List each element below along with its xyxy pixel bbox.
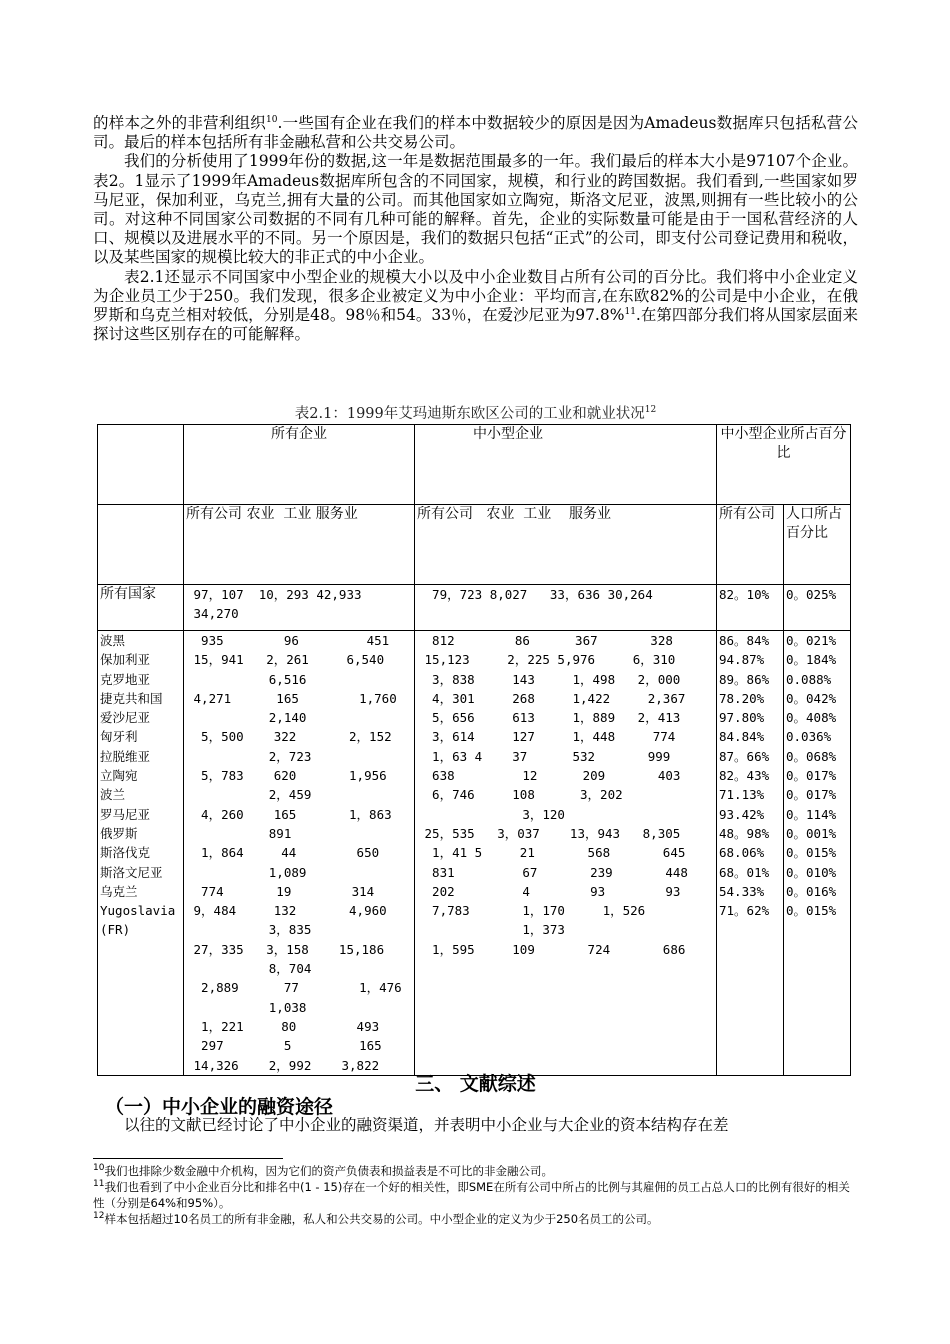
footnote-12 bbox=[93, 1211, 858, 1227]
paragraph-2: 我们的分析使用了1999年份的数据,这一年是数据范围最多的一年。我们最后的样本大小是97107个企业。表2。1显示了1999年Amadeus数据库所包含的不同国家，规模，和行业的跨国数据。我们看到,一些国家如罗马尼亚，保加利亚，乌克兰,拥有大量的公司。而其他国家如立陶宛，斯洛文尼亚，波黑,则拥有一些比较小的公司。对这种不同国家公司数据的不同有几种可能的解释。首先，企业的实际数量可能是由于一国私营经济的人口、规模以及进展水平的不同。另一个原因是，我们的数据只包括“正式”的公司，即支付公司登记费用和税收，以及某些国家的规模比较大的非正式的中小企业。 bbox=[93, 152, 858, 267]
footnote-ref-10[interactable]: 10 bbox=[266, 114, 278, 125]
total-label: 所有国家 bbox=[98, 585, 184, 631]
footnote-ref-11[interactable]: 11 bbox=[624, 306, 636, 317]
table-row-total bbox=[98, 585, 851, 631]
subheader-pct-pop: 人口所占百分比 bbox=[784, 505, 851, 585]
subsection-heading: （一）中小企业的融资途径 bbox=[105, 1096, 334, 1118]
paragraph-1-text-rest: .一些国有企业在我们的样本中数据较少的原因是因为Amadeus数据库只包括私营公司。最后的样本包括所有非金融私营和公共交易公司。 bbox=[93, 114, 859, 152]
paragraph-1-text: 的样本之外的非营利组织 bbox=[93, 114, 266, 132]
paragraph-3 bbox=[93, 268, 858, 345]
country-pct-all: 86。84% 94.87% 89。86% 78.20% 97.80% 84.84% 87。66% 82。43% 71.13% 93.42% 48。98% 68.06% 68。01% 54.33% 71。62% bbox=[717, 631, 784, 1076]
footnote-11 bbox=[93, 1179, 858, 1211]
footnote-10-marker: 10 bbox=[93, 1163, 105, 1174]
total-pct-all: 82。10% bbox=[717, 585, 784, 631]
footnote-ref-12[interactable]: 12 bbox=[644, 405, 657, 416]
country-names: 波黑 保加利亚 克罗地亚 捷克共和国 爱沙尼亚 匈牙利 拉脱维亚 立陶宛 波兰 罗马尼亚 俄罗斯 斯洛伐克 斯洛文尼亚 乌克兰 Yugoslavia (FR) bbox=[98, 631, 184, 1076]
subheader-all-firms: 所有公司 农业 工业 服务业 bbox=[184, 505, 415, 585]
footnote-12-marker: 12 bbox=[93, 1211, 105, 1222]
country-pct-pop: 0。021% 0。184% 0.088% 0。042% 0。408% 0.036% 0。068% 0。017% 0。017% 0。114% 0。001% 0。015% 0。010% 0。016% 0。015% bbox=[784, 631, 851, 1076]
header-sme-percent: 中小型企业所占百分比 bbox=[717, 425, 851, 505]
total-pct-pop: 0。025% bbox=[784, 585, 851, 631]
footnotes bbox=[93, 1163, 858, 1227]
section-heading: 三、 文献综述 bbox=[415, 1073, 536, 1095]
table-header-row bbox=[98, 425, 851, 505]
footnote-11-text: 我们也看到了中小企业百分比和排名中(1 - 15)存在一个好的相关性，即SME在所有公司中所占的比例与其雇佣的员工占总人口的比例有很好的相关性（分别是64%和95%）。 bbox=[93, 1180, 850, 1210]
header-corner bbox=[98, 425, 184, 505]
footnote-11-marker: 11 bbox=[93, 1179, 105, 1190]
paragraph-1 bbox=[93, 114, 858, 152]
footnote-10-text: 我们也排除少数金融中介机构，因为它们的资产负债表和损益表是不可比的非金融公司。 bbox=[104, 1164, 553, 1178]
country-all-firms: 935 96 451 15，941 2，261 6,540 6,516 4,271 165 1,760 2,140 5，500 322 2，152 2，723 5，783 620 1,956 2，459 4，260 165 1，863 891 1，864 44 650 1,089 774 19 314 9，484 132 4,960 3，835 27，335 3，158 15,186 8，704 2,889 77 1，476 1,038 1，221 80 493 297 5 165 14,326 2，992 3,822 bbox=[184, 631, 415, 1076]
paragraph-3-text-rest: .在第四部分我们将从国家层面来探讨这些区别存在的可能解释。 bbox=[93, 306, 858, 344]
footnote-12-text: 样本包括超过10名员工的所有非金融，私人和公共交易的公司。中小型企业的定义为少于250名员工的公司。 bbox=[104, 1212, 659, 1226]
subheader-sme: 所有公司 农业 工业 服务业 bbox=[415, 505, 717, 585]
paragraph-3-text: 表2.1还显示不同国家中小型企业的规模大小以及中小企业数目占所有公司的百分比。我们将中小企业定义为企业员工少于250。我们发现，很多企业被定义为中小企业：平均而言,在东欧82%的公司是中小企业，在俄罗斯和乌克兰相对较低，分别是48。98％和54。33％，在爱沙尼亚为97.8% bbox=[93, 267, 858, 325]
table-subheader-row bbox=[98, 505, 851, 585]
data-table bbox=[97, 424, 851, 1076]
country-sme: 812 86 367 328 15,123 2，225 5,976 6，310 3，838 143 1，498 2，000 4，301 268 1,422 2,367 5，656 613 1，889 2，413 3，614 127 1，448 774 1，63 4 37 532 999 638 12 209 403 6，746 108 3，202 3，120 25，535 3，037 13，943 8,305 1，41 5 21 568 645 831 67 239 448 202 4 93 93 7,783 1，170 1，526 1，373 1，595 109 724 686 bbox=[415, 631, 717, 1076]
total-sme: 79，723 8,027 33，636 30,264 bbox=[415, 585, 717, 631]
footnote-divider bbox=[93, 1158, 283, 1159]
header-all-firms: 所有企业 bbox=[184, 425, 415, 505]
paragraph-4: 以往的文献已经讨论了中小企业的融资渠道，并表明中小企业与大企业的资本结构存在差 bbox=[124, 1116, 729, 1134]
subheader-corner bbox=[98, 505, 184, 585]
footnote-10 bbox=[93, 1163, 858, 1179]
total-all-firms: 97，107 10，293 42,933 34,270 bbox=[184, 585, 415, 631]
document-page bbox=[93, 114, 859, 1226]
subheader-pct-all: 所有公司 bbox=[717, 505, 784, 585]
table-row-countries bbox=[98, 631, 851, 1076]
table-caption bbox=[93, 406, 858, 423]
table-caption-text: 表2.1：1999年艾玛迪斯东欧区公司的工业和就业状况 bbox=[294, 406, 645, 422]
header-sme: 中小型企业 bbox=[415, 425, 717, 505]
